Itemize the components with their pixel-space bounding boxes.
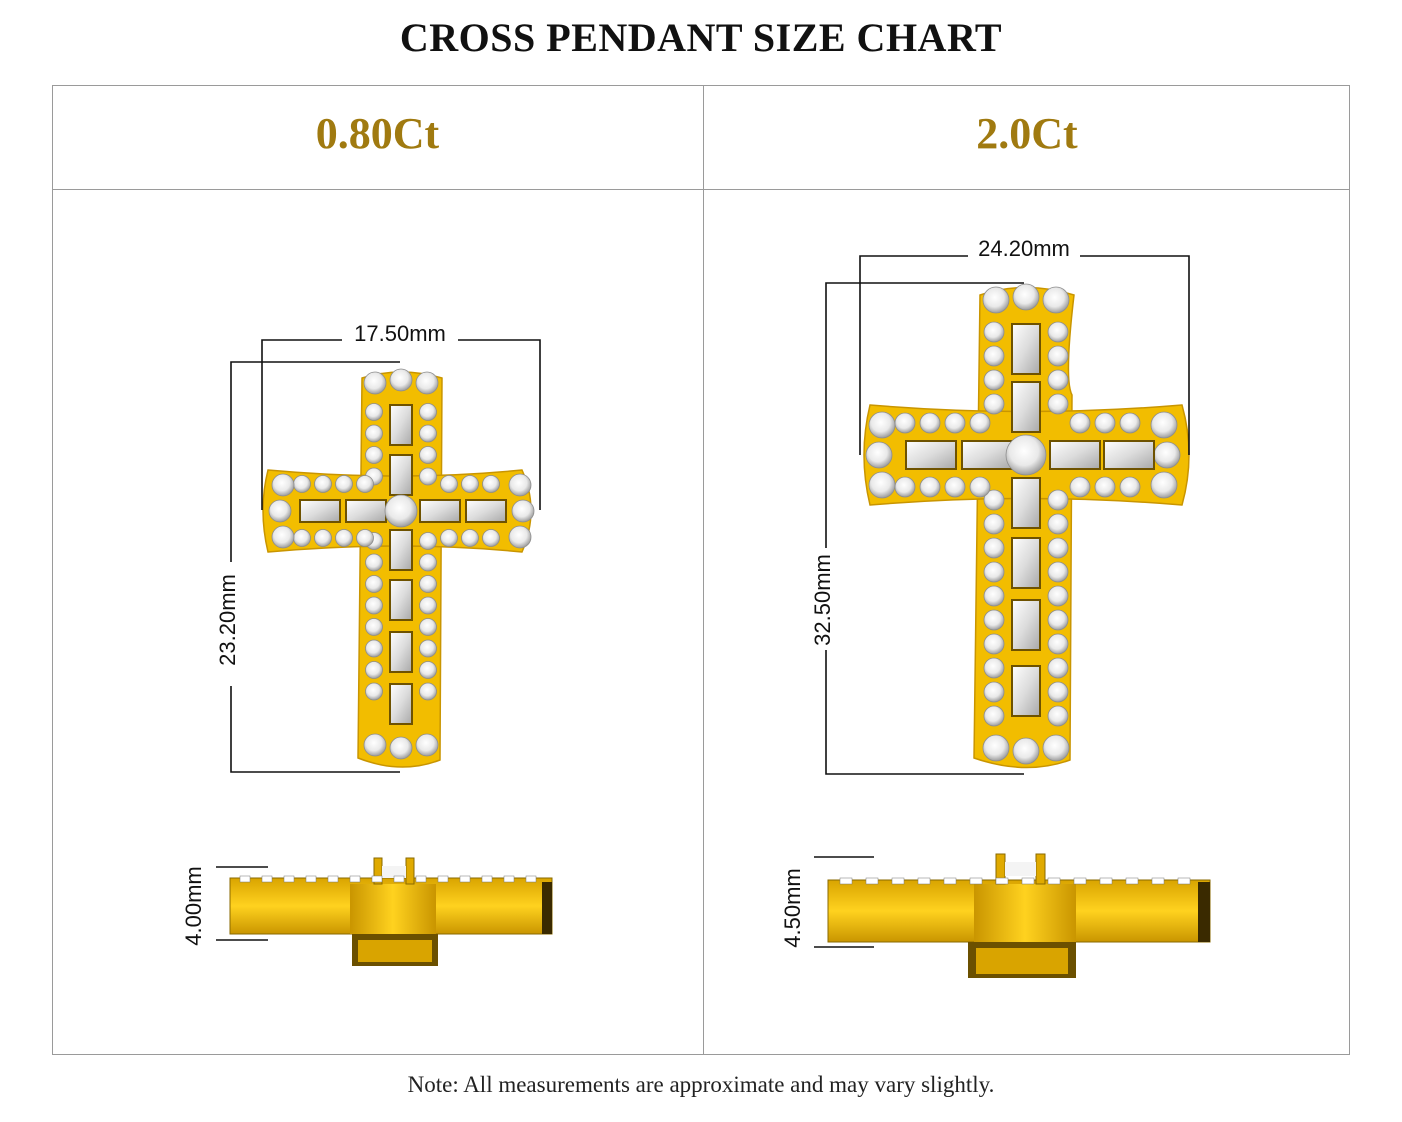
side-stone-tip xyxy=(394,876,404,882)
round-stone xyxy=(366,597,383,614)
cross-front-view-small xyxy=(263,369,534,767)
round-stone xyxy=(364,372,386,394)
round-stone xyxy=(1043,735,1069,761)
carat-label-small: 0.80Ct xyxy=(315,109,440,158)
side-stone-tip xyxy=(438,876,448,882)
baguette-stone xyxy=(346,500,386,522)
round-stone xyxy=(984,514,1004,534)
round-stone xyxy=(315,530,332,547)
round-stone xyxy=(366,447,383,464)
side-stone-tip xyxy=(996,878,1008,884)
round-stone xyxy=(895,477,915,497)
round-stone xyxy=(294,530,311,547)
cross-front-view-large xyxy=(864,284,1189,768)
round-stone xyxy=(984,586,1004,606)
baguette-stone xyxy=(1012,382,1040,432)
side-stone-tip xyxy=(460,876,470,882)
round-stone xyxy=(364,734,386,756)
round-stone xyxy=(1048,346,1068,366)
round-stone xyxy=(366,554,383,571)
round-stone xyxy=(272,526,294,548)
side-stone-tip xyxy=(1022,878,1034,884)
round-stone xyxy=(895,413,915,433)
baguette-stone xyxy=(300,500,340,522)
round-stone xyxy=(984,658,1004,678)
height-label-small: 23.20mm xyxy=(215,574,240,666)
round-stone xyxy=(336,530,353,547)
height-label-large: 32.50mm xyxy=(810,554,835,646)
baguette-stone xyxy=(1012,324,1040,374)
round-stone xyxy=(1048,610,1068,630)
round-stone xyxy=(366,404,383,421)
carat-label-large: 2.0Ct xyxy=(976,109,1078,158)
round-stone xyxy=(416,372,438,394)
round-stone xyxy=(420,468,437,485)
round-stone xyxy=(1095,413,1115,433)
round-stone xyxy=(420,425,437,442)
page-title: CROSS PENDANT SIZE CHART xyxy=(399,15,1003,60)
round-stone xyxy=(512,500,534,522)
round-stone xyxy=(420,554,437,571)
side-stone-tip xyxy=(1126,878,1138,884)
round-stone xyxy=(416,734,438,756)
round-stone xyxy=(420,662,437,679)
round-stone xyxy=(390,369,412,391)
baguette-stone xyxy=(390,530,412,570)
round-stone xyxy=(420,619,437,636)
round-stone xyxy=(866,442,892,468)
round-stone xyxy=(984,706,1004,726)
baguette-stone xyxy=(1104,441,1154,469)
baguette-stone xyxy=(390,684,412,724)
round-stone xyxy=(294,476,311,493)
round-stone xyxy=(420,404,437,421)
side-stone-tip xyxy=(284,876,294,882)
round-stone xyxy=(1048,370,1068,390)
round-stone xyxy=(970,413,990,433)
round-stone xyxy=(1048,634,1068,654)
side-stone-tip xyxy=(240,876,250,882)
round-stone xyxy=(366,619,383,636)
round-stone xyxy=(269,500,291,522)
side-stone-tip xyxy=(1178,878,1190,884)
round-stone xyxy=(390,737,412,759)
round-stone xyxy=(420,447,437,464)
round-stone xyxy=(509,474,531,496)
side-stone-tip xyxy=(306,876,316,882)
round-stone xyxy=(272,474,294,496)
round-stone xyxy=(420,683,437,700)
round-stone xyxy=(920,477,940,497)
width-label-small: 17.50mm xyxy=(354,321,446,346)
round-stone xyxy=(441,476,458,493)
width-label-large: 24.20mm xyxy=(978,236,1070,261)
baguette-stone xyxy=(1012,478,1040,528)
baguette-stone xyxy=(1012,538,1040,588)
round-stone xyxy=(366,662,383,679)
round-stone xyxy=(970,477,990,497)
round-stone xyxy=(509,526,531,548)
round-stone xyxy=(1048,658,1068,678)
side-stone-tip xyxy=(918,878,930,884)
round-stone xyxy=(420,533,437,550)
depth-label-small: 4.00mm xyxy=(181,866,206,946)
round-stone xyxy=(984,610,1004,630)
side-stone-tip xyxy=(1048,878,1060,884)
round-stone xyxy=(1048,538,1068,558)
round-stone xyxy=(1048,682,1068,702)
round-stone xyxy=(462,476,479,493)
side-stone-tip xyxy=(482,876,492,882)
baguette-stone xyxy=(962,441,1012,469)
round-stone xyxy=(1154,442,1180,468)
round-stone xyxy=(984,538,1004,558)
side-stone-tip xyxy=(1100,878,1112,884)
baguette-stone xyxy=(390,455,412,495)
side-stone-tip xyxy=(892,878,904,884)
round-stone xyxy=(1070,477,1090,497)
side-stone-tip xyxy=(1152,878,1164,884)
round-stone xyxy=(984,634,1004,654)
baguette-stone xyxy=(420,500,460,522)
round-stone xyxy=(1048,586,1068,606)
round-stone xyxy=(984,562,1004,582)
baguette-stone xyxy=(390,580,412,620)
round-stone xyxy=(1048,322,1068,342)
round-stone xyxy=(462,530,479,547)
round-stone xyxy=(1048,490,1068,510)
round-stone xyxy=(869,412,895,438)
round-stone xyxy=(984,322,1004,342)
round-stone xyxy=(1095,477,1115,497)
round-stone xyxy=(366,683,383,700)
baguette-stone xyxy=(390,632,412,672)
round-stone xyxy=(1043,287,1069,313)
round-stone xyxy=(420,640,437,657)
round-stone xyxy=(1048,706,1068,726)
side-stone-tip xyxy=(840,878,852,884)
round-stone xyxy=(366,576,383,593)
baguette-stone xyxy=(1012,666,1040,716)
round-stone xyxy=(1048,562,1068,582)
round-stone xyxy=(1013,284,1039,310)
side-stone-tip xyxy=(526,876,536,882)
round-stone xyxy=(420,576,437,593)
baguette-stone xyxy=(1050,441,1100,469)
round-stone xyxy=(441,530,458,547)
baguette-stone xyxy=(1012,600,1040,650)
side-stone-tip xyxy=(262,876,272,882)
round-stone xyxy=(1006,435,1046,475)
round-stone xyxy=(357,476,374,493)
side-stone-tip xyxy=(350,876,360,882)
side-stone-tip xyxy=(970,878,982,884)
round-stone xyxy=(984,346,1004,366)
round-stone xyxy=(984,682,1004,702)
round-stone xyxy=(1070,413,1090,433)
side-stone-tip xyxy=(504,876,514,882)
round-stone xyxy=(983,287,1009,313)
round-stone xyxy=(483,530,500,547)
round-stone xyxy=(1048,514,1068,534)
round-stone xyxy=(984,394,1004,414)
round-stone xyxy=(420,597,437,614)
side-stone-tip xyxy=(1074,878,1086,884)
baguette-stone xyxy=(906,441,956,469)
round-stone xyxy=(385,495,417,527)
depth-label-large: 4.50mm xyxy=(780,868,805,948)
round-stone xyxy=(1120,413,1140,433)
side-stone-tip xyxy=(944,878,956,884)
round-stone xyxy=(1151,472,1177,498)
round-stone xyxy=(366,425,383,442)
baguette-stone xyxy=(466,500,506,522)
cross-side-view-large xyxy=(828,854,1210,978)
round-stone xyxy=(1013,738,1039,764)
round-stone xyxy=(945,413,965,433)
round-stone xyxy=(315,476,332,493)
side-stone-tip xyxy=(416,876,426,882)
side-stone-tip xyxy=(372,876,382,882)
round-stone xyxy=(366,640,383,657)
side-stone-tip xyxy=(328,876,338,882)
round-stone xyxy=(1120,477,1140,497)
round-stone xyxy=(1151,412,1177,438)
cross-side-view-small xyxy=(230,858,552,966)
measurement-note: Note: All measurements are approximate and may vary slightly. xyxy=(407,1072,995,1097)
baguette-stone xyxy=(390,405,412,445)
round-stone xyxy=(869,472,895,498)
round-stone xyxy=(336,476,353,493)
round-stone xyxy=(1048,394,1068,414)
round-stone xyxy=(920,413,940,433)
round-stone xyxy=(945,477,965,497)
side-stone-tip xyxy=(866,878,878,884)
round-stone xyxy=(483,476,500,493)
round-stone xyxy=(983,735,1009,761)
round-stone xyxy=(984,370,1004,390)
round-stone xyxy=(357,530,374,547)
